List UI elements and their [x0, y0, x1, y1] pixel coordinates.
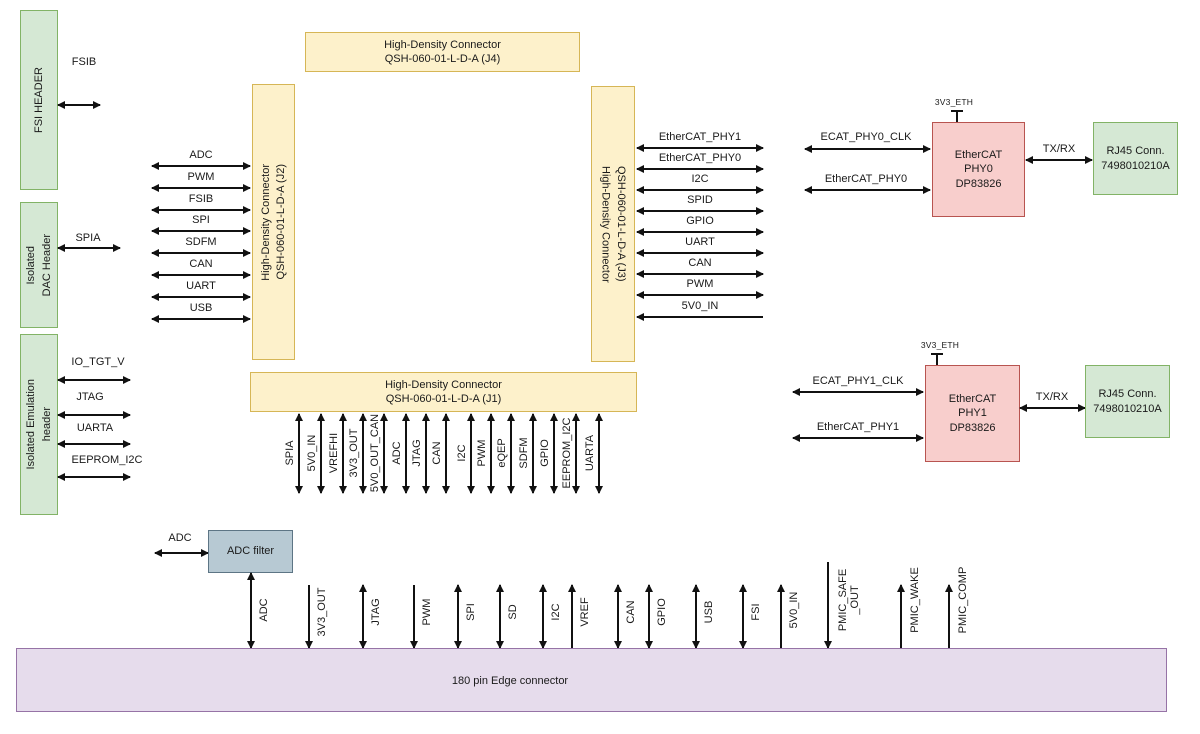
j1-arrow-eeprom-i2c	[575, 414, 577, 493]
j2-arrow-usb	[152, 318, 250, 320]
edge-arrow-pmic-comp	[948, 585, 950, 648]
phy0-clk-label: ECAT_PHY0_CLK	[820, 131, 912, 143]
edge-arrow-adc	[250, 573, 252, 648]
rj45-1-line2: 7498010210A	[1093, 402, 1162, 415]
j2-signal-label-usb: USB	[189, 302, 213, 314]
j1-arrow-spia	[298, 414, 300, 493]
emulation-header-title-line1: Isolated Emulation	[25, 379, 38, 470]
phy1-rail-label: 3V3_ETH	[920, 340, 960, 350]
j1-arrow-sdfm	[532, 414, 534, 493]
phy0-line2: PHY0	[964, 163, 993, 176]
edge-signal-label-pmic-wake: PMIC_WAKE	[908, 567, 921, 633]
j2-signal-label-spi: SPI	[192, 214, 210, 226]
j2-signal-label-pwm: PWM	[187, 171, 215, 183]
connector-j2-line2: QSH-060-01-L-D-A (J2)	[275, 164, 287, 280]
j1-signal-label-can: CAN	[430, 441, 443, 465]
j2-arrow-fsib	[152, 209, 250, 211]
j1-signal-label-vrefhi: VREFHI	[327, 432, 340, 474]
j1-signal-label-uarta: UARTA	[583, 434, 596, 472]
jtag-emu-arrow	[58, 414, 130, 416]
j1-signal-label-spia: SPIA	[283, 440, 296, 466]
phy1-line1: EtherCAT	[948, 393, 997, 406]
j2-signal-label-uart: UART	[186, 280, 216, 292]
edge-signal-label-vref: VREF	[578, 597, 591, 627]
edge-signal-label-jtag: JTAG	[369, 598, 382, 626]
j3-arrow-gpio	[637, 231, 763, 233]
j2-arrow-uart	[152, 296, 250, 298]
edge-connector-box	[16, 648, 1167, 712]
j3-signal-label-ethercat-phy1: EtherCAT_PHY1	[658, 131, 742, 143]
j3-arrow-5v0-in	[637, 316, 763, 318]
fsi-header-box	[20, 10, 58, 190]
connector-j1-box	[250, 372, 637, 412]
edge-arrow-5v0-in	[780, 585, 782, 648]
edge-arrow-vref	[571, 585, 573, 648]
j1-signal-label-5v0-out-can: 5V0_OUT_CAN	[368, 413, 381, 493]
adc-filter-signal-label: ADC	[168, 532, 192, 544]
phy0-box	[932, 122, 1025, 217]
edge-arrow-can	[617, 585, 619, 648]
eeprom-i2c-emu-arrow	[58, 476, 130, 478]
fsi-header-title: FSI HEADER	[32, 66, 45, 133]
edge-signal-label-sd: SD	[506, 604, 519, 620]
j3-signal-label-can: CAN	[688, 257, 712, 269]
edge-connector-label: 180 pin Edge connector	[451, 675, 569, 687]
edge-arrow-i2c	[542, 585, 544, 648]
edge-signal-label-adc: ADC	[257, 598, 270, 622]
dac-header-box	[20, 202, 58, 328]
j1-signal-label-pwm: PWM	[475, 439, 488, 467]
edge-signal-label-usb: USB	[702, 600, 715, 624]
j3-signal-label-i2c: I2C	[691, 173, 709, 185]
j1-arrow-5v0-in	[320, 414, 322, 493]
pmic-safe-line1: PMIC_SAFE	[836, 568, 849, 632]
j3-signal-label-5v0-in: 5V0_IN	[681, 300, 719, 312]
edge-signal-label-can: CAN	[624, 600, 637, 624]
phy0-data-label: EtherCAT_PHY0	[824, 173, 908, 185]
j1-signal-label-gpio: GPIO	[538, 439, 551, 467]
j3-signal-label-spid: SPID	[687, 194, 713, 206]
j1-arrow-vrefhi	[342, 414, 344, 493]
j2-signal-label-fsib: FSIB	[188, 193, 214, 205]
connector-j4-box	[305, 32, 580, 72]
emulation-header-title-line2: header	[40, 407, 53, 442]
fsib-arrow	[58, 104, 100, 106]
phy1-txrx-arrow	[1020, 407, 1085, 409]
j3-signal-label-ethercat-phy0: EtherCAT_PHY0	[658, 152, 742, 164]
edge-arrow-jtag	[362, 585, 364, 648]
edge-signal-label-pmic-comp: PMIC_COMP	[956, 566, 969, 634]
j3-arrow-i2c	[637, 189, 763, 191]
j1-arrow-can	[445, 414, 447, 493]
j3-arrow-spid	[637, 210, 763, 212]
phy0-rail-label: 3V3_ETH	[934, 97, 974, 107]
j1-signal-label-eqep: eQEP	[495, 438, 508, 468]
rj45-1-box	[1085, 365, 1170, 438]
connector-j3-line2: QSH-060-01-L-D-A (J3)	[614, 166, 627, 282]
edge-signal-label-gpio: GPIO	[655, 598, 668, 626]
edge-arrow-3v3-out	[308, 585, 310, 648]
edge-signal-label-fsi: FSI	[749, 603, 762, 621]
j1-arrow-pwm	[490, 414, 492, 493]
edge-signal-label-i2c: I2C	[549, 603, 562, 621]
phy1-clk-label: ECAT_PHY1_CLK	[812, 375, 904, 387]
j1-arrow-uarta	[598, 414, 600, 493]
j1-arrow-jtag	[425, 414, 427, 493]
j1-signal-label-jtag: JTAG	[410, 439, 423, 467]
eeprom-i2c-emu-label: EEPROM_I2C	[71, 454, 143, 466]
j1-arrow-3v3-out	[362, 414, 364, 493]
edge-signal-label-5v0-in: 5V0_IN	[787, 591, 800, 629]
j1-signal-label-3v3-out: 3V3_OUT	[347, 428, 360, 478]
connector-j3-line1: High-Density Connector	[599, 165, 612, 283]
j2-arrow-sdfm	[152, 252, 250, 254]
phy0-txrx-label: TX/RX	[1042, 143, 1076, 155]
j2-signal-label-sdfm: SDFM	[185, 236, 217, 248]
connector-j3-box	[591, 86, 635, 362]
edge-arrow-pmic-wake	[900, 585, 902, 648]
edge-arrow-sd	[499, 585, 501, 648]
j1-signal-label-eeprom-i2c: EEPROM_I2C	[560, 417, 573, 489]
j3-arrow-ethercat-phy1	[637, 147, 763, 149]
rj45-0-line2: 7498010210A	[1101, 159, 1170, 172]
edge-arrow-fsi	[742, 585, 744, 648]
j2-arrow-adc	[152, 165, 250, 167]
j3-arrow-uart	[637, 252, 763, 254]
dac-header-title-line1: Isolated	[25, 245, 38, 285]
j2-signal-label-can: CAN	[189, 258, 213, 270]
uarta-emu-arrow	[58, 443, 130, 445]
adc-filter-box	[208, 530, 293, 573]
io-tgt-v-label: IO_TGT_V	[71, 356, 125, 368]
j1-arrow-5v0-out-can	[383, 414, 385, 493]
phy1-data-arrow	[793, 437, 923, 439]
edge-arrow-spi	[457, 585, 459, 648]
j2-arrow-spi	[152, 230, 250, 232]
rj45-0-box	[1093, 122, 1178, 195]
phy1-box	[925, 365, 1020, 462]
j1-signal-label-sdfm: SDFM	[517, 437, 530, 469]
phy1-line3: DP83826	[949, 421, 996, 434]
connector-j1-line2: QSH-060-01-L-D-A (J1)	[385, 393, 502, 405]
phy0-txrx-arrow	[1026, 159, 1092, 161]
rj45-1-line1: RJ45 Conn.	[1098, 388, 1157, 401]
uarta-emu-label: UARTA	[76, 422, 114, 434]
j1-signal-label-i2c: I2C	[455, 444, 468, 462]
j1-arrow-adc	[405, 414, 407, 493]
fsib-label: FSIB	[71, 56, 97, 68]
j2-signal-label-adc: ADC	[189, 149, 213, 161]
connector-j2-box	[252, 84, 295, 360]
edge-arrow-usb	[695, 585, 697, 648]
edge-signal-label-pmic-safe-out	[837, 569, 861, 631]
phy0-clk-arrow	[805, 148, 930, 150]
j1-signal-label-adc: ADC	[390, 441, 403, 465]
j3-signal-label-gpio: GPIO	[686, 215, 714, 227]
connector-j2-line1: High-Density Connector	[259, 163, 272, 281]
j2-arrow-can	[152, 274, 250, 276]
phy0-line1: EtherCAT	[954, 149, 1003, 162]
spia-arrow	[58, 247, 120, 249]
rj45-0-line1: RJ45 Conn.	[1106, 145, 1165, 158]
io-tgt-v-arrow	[58, 379, 130, 381]
phy1-txrx-label: TX/RX	[1035, 391, 1069, 403]
emulation-header-box	[20, 334, 58, 515]
edge-signal-label-pwm: PWM	[420, 598, 433, 626]
phy1-clk-arrow	[793, 391, 923, 393]
edge-signal-label-spi: SPI	[464, 603, 477, 621]
edge-arrow-gpio	[648, 585, 650, 648]
j1-arrow-i2c	[470, 414, 472, 493]
phy0-line3: DP83826	[955, 177, 1002, 190]
j3-arrow-pwm	[637, 294, 763, 296]
edge-arrow-pmic-safe-out	[827, 562, 829, 648]
adc-filter-arrow	[155, 552, 208, 554]
jtag-emu-label: JTAG	[76, 391, 104, 403]
j1-signal-label-5v0-in: 5V0_IN	[305, 434, 318, 472]
j1-arrow-gpio	[553, 414, 555, 493]
connector-j4-line1: High-Density Connector	[384, 38, 501, 51]
j3-signal-label-uart: UART	[685, 236, 715, 248]
j3-arrow-ethercat-phy0	[637, 168, 763, 170]
connector-j1-line1: High-Density Connector	[385, 378, 502, 391]
adc-filter-label: ADC filter	[226, 545, 275, 558]
edge-signal-label-3v3-out: 3V3_OUT	[315, 587, 328, 637]
j3-arrow-can	[637, 273, 763, 275]
dac-header-title-line2: DAC Header	[40, 233, 53, 297]
pmic-safe-line2: _OUT	[849, 585, 861, 615]
connector-j4-line2: QSH-060-01-L-D-A (J4)	[384, 53, 501, 65]
phy1-line2: PHY1	[958, 407, 987, 420]
j3-signal-label-pwm: PWM	[686, 278, 714, 290]
phy1-data-label: EtherCAT_PHY1	[816, 421, 900, 433]
phy0-data-arrow	[805, 189, 930, 191]
j1-arrow-eqep	[510, 414, 512, 493]
edge-arrow-pwm	[413, 585, 415, 648]
spia-label: SPIA	[75, 232, 101, 244]
j2-arrow-pwm	[152, 187, 250, 189]
